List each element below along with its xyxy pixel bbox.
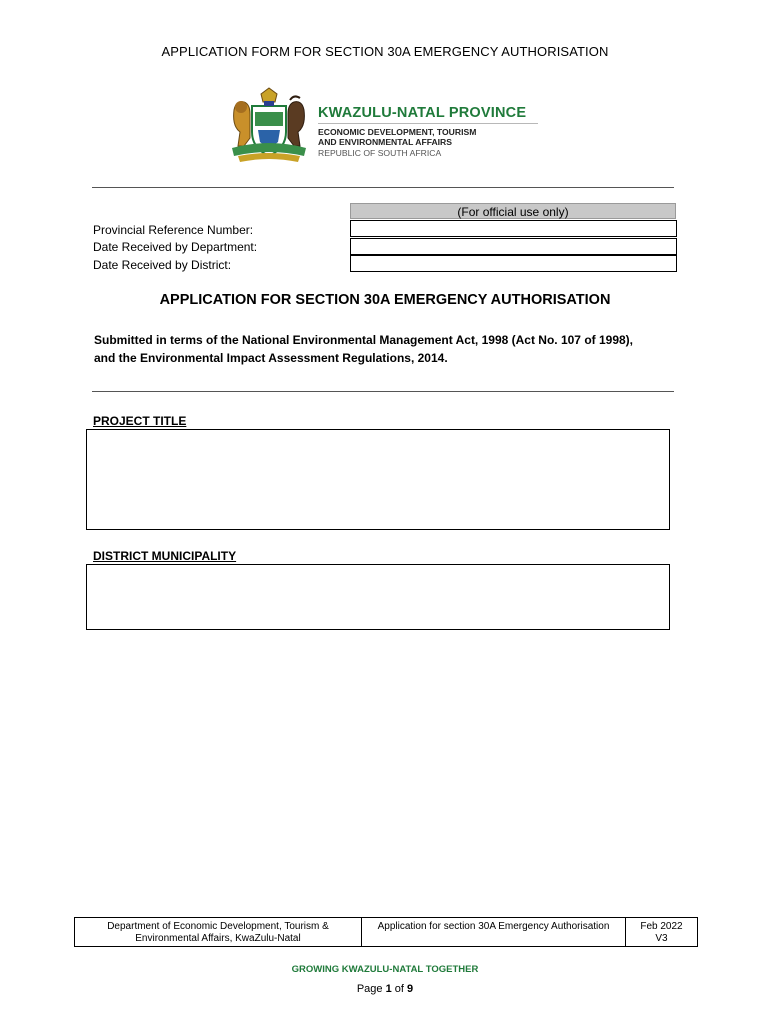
country-name: REPUBLIC OF SOUTH AFRICA xyxy=(318,148,442,158)
page-total: 9 xyxy=(407,983,414,995)
footer-date: Feb 2022 xyxy=(640,921,683,932)
legislation-line1: Submitted in terms of the National Environmental Management Act, 1998 (Act No. 107 of 1998), xyxy=(94,333,634,347)
coat-of-arms-icon xyxy=(228,86,310,164)
footer-tagline: GROWING KWAZULU-NATAL TOGETHER xyxy=(291,964,479,975)
page-number xyxy=(0,983,770,995)
district-municipality-label xyxy=(93,549,236,563)
footer-department-line1: Department of Economic Development, Tourism & xyxy=(107,921,329,932)
footer-version-cell xyxy=(626,918,697,946)
reference-number-field[interactable] xyxy=(350,220,677,237)
date-received-department-field[interactable] xyxy=(350,238,677,255)
logo-text xyxy=(318,105,538,158)
project-title-label-text: PROJECT TITLE xyxy=(93,414,187,428)
department-name-line1: ECONOMIC DEVELOPMENT, TOURISM xyxy=(318,127,477,137)
logo-rule xyxy=(318,123,538,124)
page-current: 1 xyxy=(385,983,392,995)
footer-version: V3 xyxy=(655,933,668,944)
footer-department-line2: Environmental Affairs, KwaZulu-Natal xyxy=(135,933,301,944)
department-logo xyxy=(228,86,548,164)
department-name-line2: AND ENVIRONMENTAL AFFAIRS xyxy=(318,137,452,147)
page-title: APPLICATION FOR SECTION 30A EMERGENCY AUTHORISATION xyxy=(159,292,611,308)
footer-table xyxy=(74,917,698,947)
footer-document-cell xyxy=(362,918,626,946)
date-received-district-label: Date Received by District: xyxy=(93,258,232,272)
district-municipality-input[interactable] xyxy=(86,564,670,630)
province-name: KWAZULU-NATAL PROVINCE xyxy=(318,105,527,121)
legislation-line2: and the Environmental Impact Assessment Regulations, 2014. xyxy=(94,351,448,365)
project-title-input[interactable] xyxy=(86,429,670,530)
date-received-district-field[interactable] xyxy=(350,255,677,272)
project-title-label xyxy=(93,414,186,428)
date-received-department-label: Date Received by Department: xyxy=(93,240,258,254)
footer-department-cell xyxy=(75,918,362,946)
reference-number-label: Provincial Reference Number: xyxy=(93,223,254,237)
official-use-heading: (For official use only) xyxy=(350,203,676,219)
page-word: Page xyxy=(356,983,383,995)
page-of: of xyxy=(394,983,404,995)
document-header: APPLICATION FORM FOR SECTION 30A EMERGENCY AUTHORISATION xyxy=(161,44,609,59)
legislation-statement xyxy=(94,331,694,367)
separator-line xyxy=(92,391,674,392)
district-municipality-label-text: DISTRICT MUNICIPALITY xyxy=(93,549,237,563)
separator-line xyxy=(92,187,674,188)
footer-document-name: Application for section 30A Emergency Authorisation xyxy=(377,921,610,932)
